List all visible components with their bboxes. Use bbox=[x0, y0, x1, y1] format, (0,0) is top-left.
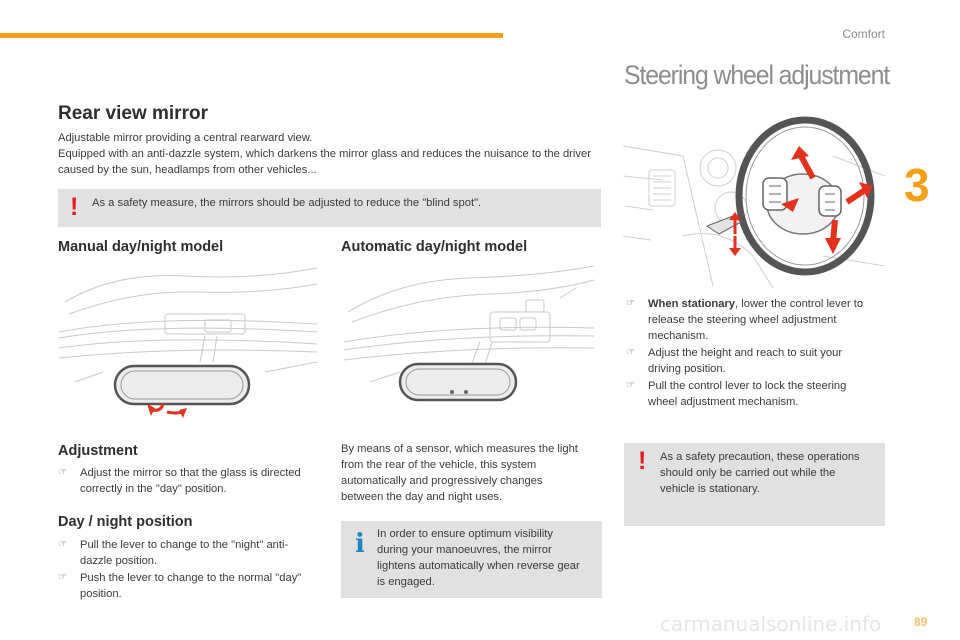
rear-view-mirror-title: Rear view mirror bbox=[58, 103, 208, 124]
when-stationary-label: When stationary bbox=[648, 298, 736, 310]
hand-pointer-icon: ☞ bbox=[626, 298, 635, 309]
steering-bullets bbox=[626, 296, 876, 411]
list-item: ☞ Pull the lever to change to the "night" anti-dazzle position. bbox=[58, 539, 289, 567]
info-icon: i bbox=[355, 529, 365, 559]
chapter-number: 3 bbox=[904, 159, 930, 211]
up-arrow-head bbox=[791, 146, 809, 160]
day-night-bullets bbox=[58, 537, 320, 603]
automatic-model-heading: Automatic day/night model bbox=[341, 239, 528, 255]
header-accent-bar bbox=[0, 33, 503, 38]
hand-pointer-icon: ☞ bbox=[626, 347, 635, 358]
steering-warning-text: As a safety precaution, these operations should only be carried out while the vehicle is stationary. bbox=[660, 451, 860, 495]
list-item: ☞ When stationary, lower the control lever to release the steering wheel adjustment mechanism. bbox=[626, 298, 864, 342]
exclamation-icon: ! bbox=[70, 193, 79, 221]
hand-pointer-icon: ☞ bbox=[58, 467, 67, 478]
intro-line-2: Equipped with an anti-dazzle system, which darkens the mirror glass and reduces the nuisance to the driver caused by the sun, headlamps from other vehicles... bbox=[58, 148, 591, 176]
down-arrow-head bbox=[825, 238, 841, 254]
hand-pointer-icon: ☞ bbox=[58, 572, 67, 583]
sensor-dot-1 bbox=[450, 390, 454, 394]
page-number: 89 bbox=[914, 615, 928, 629]
adjustment-bullets bbox=[58, 465, 308, 498]
adjustment-heading: Adjustment bbox=[58, 443, 138, 459]
steering-warning-box bbox=[624, 443, 885, 526]
auto-description: By means of a sensor, which measures the light from the rear of the vehicle, this system automatically and progressively changes between the day and night uses. bbox=[341, 443, 578, 503]
mirror-warning-box bbox=[58, 189, 601, 227]
list-item: ☞ Adjust the height and reach to suit your driving position. bbox=[626, 347, 843, 375]
automatic-mirror-illustration bbox=[340, 262, 600, 432]
section-label: Comfort bbox=[842, 27, 885, 41]
rear-view-mirror-intro bbox=[58, 130, 603, 178]
steering-wheel-title: Steering wheel adjustment bbox=[624, 60, 890, 90]
auto-info-text: In order to ensure optimum visibility during your manoeuvres, the mirror lightens automatically when reverse gear is engaged. bbox=[377, 528, 580, 588]
manual-model-heading: Manual day/night model bbox=[58, 239, 224, 255]
watermark: carmanualsonline.info bbox=[660, 612, 882, 636]
steering-wheel-illustration bbox=[623, 116, 885, 288]
list-item: ☞ Adjust the mirror so that the glass is directed correctly in the "day" position. bbox=[58, 467, 301, 495]
mirror-warning-text: As a safety measure, the mirrors should be adjusted to reduce the "blind spot". bbox=[92, 197, 482, 209]
forward-arrow bbox=[847, 190, 865, 202]
hand-pointer-icon: ☞ bbox=[58, 539, 67, 550]
auto-info-box bbox=[341, 521, 602, 598]
list-item: ☞ Push the lever to change to the normal "day" position. bbox=[58, 572, 302, 600]
adjust-arrow-left-head bbox=[147, 404, 155, 416]
hand-pointer-icon: ☞ bbox=[626, 380, 635, 391]
list-item: ☞ Pull the control lever to lock the steering wheel adjustment mechanism. bbox=[626, 380, 847, 408]
day-night-heading: Day / night position bbox=[58, 514, 193, 530]
sensor-dot-2 bbox=[464, 390, 468, 394]
manual-mirror-illustration bbox=[55, 262, 325, 432]
intro-line-1: Adjustable mirror providing a central rearward view. bbox=[58, 132, 313, 144]
exclamation-icon: ! bbox=[638, 447, 647, 475]
